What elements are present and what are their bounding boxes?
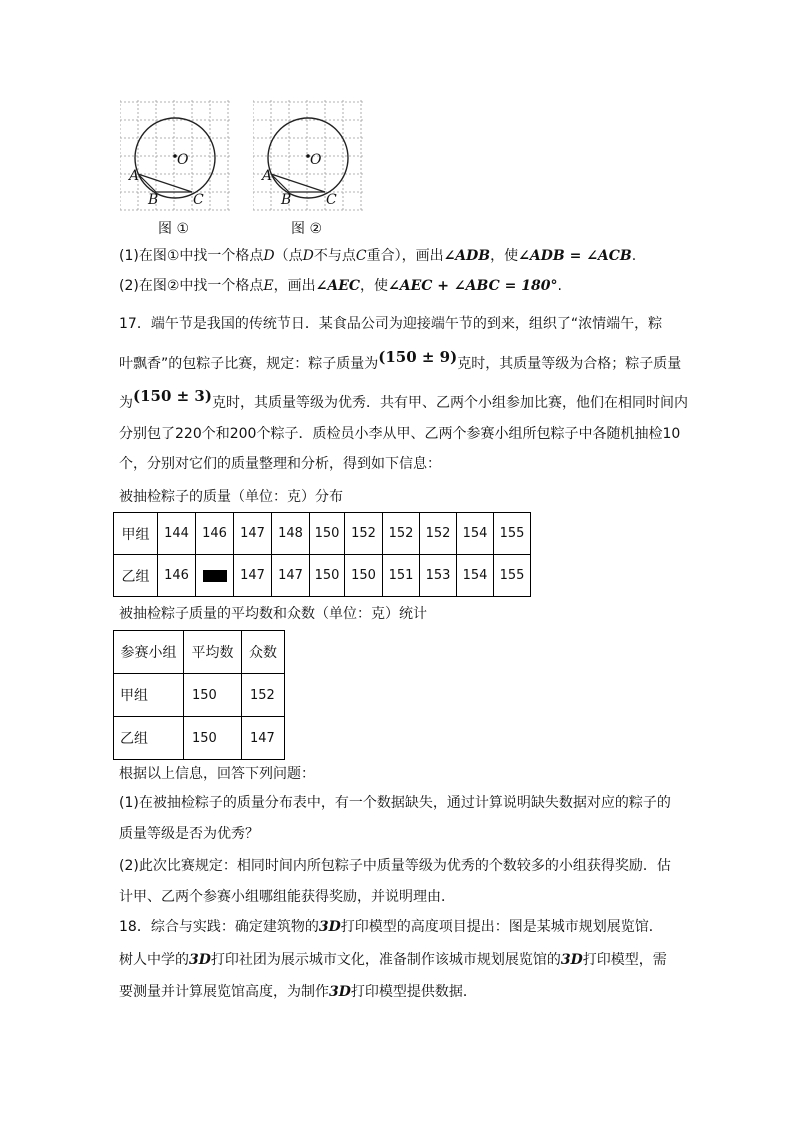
mean-cell: 150 <box>184 717 242 760</box>
value-cell: 147 <box>234 513 272 555</box>
mean-cell: 150 <box>184 674 242 717</box>
value-cell: 152 <box>345 513 383 555</box>
q17-line3: 为(150 ± 3)克时，其质量等级为优秀．共有甲、乙两个小组参加比赛，他们在相同时间内 <box>119 387 688 411</box>
value-cell: 153 <box>420 555 457 597</box>
figure-2-grid <box>253 100 365 212</box>
point-a-label: A <box>262 168 273 184</box>
point-a-label: A <box>129 168 140 184</box>
point-o-label: O <box>310 152 322 168</box>
value-cell: 151 <box>383 555 420 597</box>
value-cell: 155 <box>494 513 531 555</box>
q17-q1-line2: 质量等级是否为优秀？ <box>119 826 259 842</box>
value-cell: 146 <box>158 555 196 597</box>
figure-2-caption: 图 ② <box>291 221 323 237</box>
q17-line2: 叶飘香”的包粽子比赛，规定：粽子质量为(150 ± 9)克时，其质量等级为合格；粽子质量 <box>119 348 682 372</box>
value-cell: 150 <box>310 513 345 555</box>
table-row <box>114 717 285 760</box>
point-c-label: C <box>326 192 337 208</box>
value-cell: 152 <box>420 513 457 555</box>
figure-1-caption: 图 ① <box>158 221 190 237</box>
q17-q2-line1: (2)此次比赛规定：相同时间内所包粽子中质量等级为优秀的个数较多的小组获得奖励．估 <box>119 858 671 874</box>
figure-1 <box>120 100 232 237</box>
point-b-label: B <box>148 192 159 208</box>
group-cell: 甲组 <box>114 674 184 717</box>
figure-2 <box>253 100 365 237</box>
group-cell: 甲组 <box>114 513 158 555</box>
value-cell: 147 <box>234 555 272 597</box>
point-c-label: C <box>193 192 204 208</box>
q17-line1: 17．端午节是我国的传统节日．某食品公司为迎接端午节的到来，组织了“浓情端午，粽 <box>119 316 663 332</box>
mass-distribution-table <box>113 512 531 597</box>
table-header-row <box>114 631 285 674</box>
header-cell: 平均数 <box>184 631 242 674</box>
q17-q1-line1: (1)在被抽检粽子的质量分布表中，有一个数据缺失，通过计算说明缺失数据对应的粽子的 <box>119 795 671 811</box>
value-cell: 154 <box>457 513 494 555</box>
table-row <box>114 555 531 597</box>
value-cell: 154 <box>457 555 494 597</box>
q18-line1: 18．综合与实践：确定建筑物的3D打印模型的高度项目提出：图是某城市规划展览馆． <box>119 919 663 935</box>
value-cell: 150 <box>345 555 383 597</box>
value-cell: 155 <box>494 555 531 597</box>
q18-line3: 要测量并计算展览馆高度，为制作3D打印模型提供数据． <box>119 984 477 1000</box>
table1-title: 被抽检粽子的质量（单位：克）分布 <box>119 489 343 505</box>
value-cell: 147 <box>272 555 310 597</box>
point-o-label: O <box>177 152 189 168</box>
group-cell: 乙组 <box>114 717 184 760</box>
mode-cell: 152 <box>242 674 285 717</box>
table2-title: 被抽检粽子质量的平均数和众数（单位：克）统计 <box>119 606 427 622</box>
mean-mode-table <box>113 630 285 760</box>
figure-1-grid <box>120 100 232 212</box>
missing-value-cell <box>196 555 234 597</box>
point-b-label: B <box>281 192 292 208</box>
table-row <box>114 674 285 717</box>
mode-cell: 147 <box>242 717 285 760</box>
header-cell: 众数 <box>242 631 285 674</box>
q17-line4: 分别包了220个和200个粽子．质检员小李从甲、乙两个参赛小组所包粽子中各随机抽检10 <box>119 426 681 442</box>
value-cell: 150 <box>310 555 345 597</box>
header-cell: 参赛小组 <box>114 631 184 674</box>
value-cell: 146 <box>196 513 234 555</box>
value-cell: 152 <box>383 513 420 555</box>
q16-part1: (1)在图①中找一个格点D（点D不与点C重合），画出∠ADB，使∠ADB = ∠ACB. <box>119 248 637 264</box>
q16-part2: (2)在图②中找一个格点E，画出∠AEC，使∠AEC + ∠ABC = 180°. <box>119 278 562 294</box>
q18-line2: 树人中学的3D打印社团为展示城市文化，准备制作该城市规划展览馆的3D打印模型，需 <box>119 952 667 968</box>
q17-line5: 个，分别对它们的质量整理和分析，得到如下信息： <box>119 456 441 472</box>
value-cell: 148 <box>272 513 310 555</box>
redacted-block <box>203 570 227 582</box>
value-cell: 144 <box>158 513 196 555</box>
q17-prompt: 根据以上信息，回答下列问题： <box>119 766 315 782</box>
table-row <box>114 513 531 555</box>
q17-q2-line2: 计甲、乙两个参赛小组哪组能获得奖励，并说明理由． <box>119 889 455 905</box>
group-cell: 乙组 <box>114 555 158 597</box>
